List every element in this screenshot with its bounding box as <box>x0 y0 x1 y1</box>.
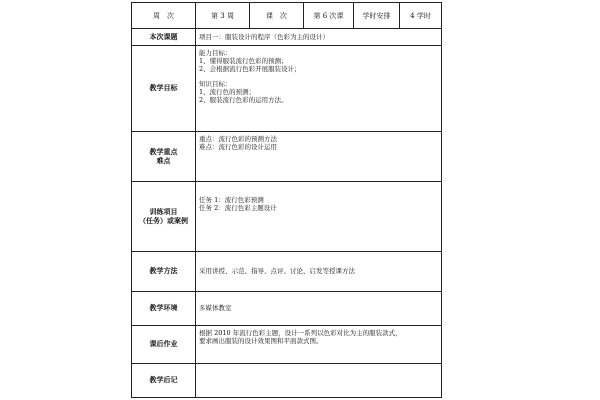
tasks-row <box>132 182 442 252</box>
class-label: 课 次 <box>250 3 304 29</box>
topic-label: 本次课题 <box>132 29 196 46</box>
knowledge-item-2: 2、服装流行色彩的运用方法。 <box>199 96 288 105</box>
reflection-label: 教学后记 <box>132 364 196 398</box>
class-value: 第 6 次课 <box>304 3 354 29</box>
environment-content: 多媒体教室 <box>196 292 442 326</box>
task-item-1: 任务 1：流行色彩预测 <box>199 196 264 204</box>
task-item-2: 任务 2：流行色彩主题设计 <box>199 204 277 213</box>
key-points-label-line-2: 难点 <box>156 156 171 165</box>
homework-line-2: 要求画出服装的设计效果图和平面款式图。 <box>199 337 323 346</box>
tasks-label <box>132 182 196 252</box>
homework-line-1: 根据 2010 年流行色彩主题，设计一系列以色彩对比为主的服装款式， <box>199 329 402 337</box>
header-row <box>132 3 442 29</box>
reflection-row <box>132 364 442 398</box>
tasks-label-line-2: （任务）或案例 <box>139 216 188 225</box>
environment-row <box>132 292 442 326</box>
ability-title: 能力目标： <box>199 49 232 57</box>
reflection-content <box>196 364 442 398</box>
difficulty-point: 难点：流行色彩的设计运用 <box>199 143 277 152</box>
homework-row <box>132 326 442 364</box>
topic-row <box>132 29 442 46</box>
week-label: 周 次 <box>132 3 196 29</box>
methods-label: 教学方法 <box>132 252 196 292</box>
tasks-content <box>196 182 442 252</box>
key-points-content <box>196 132 442 182</box>
methods-content: 采用讲授、示范、指导、点评、讨论、启发等授课方法 <box>196 252 442 292</box>
ability-item-2: 2、会根据流行色彩开展服装设计； <box>199 65 301 74</box>
homework-label: 课后作业 <box>132 326 196 364</box>
hours-label: 学时安排 <box>354 3 400 29</box>
homework-content <box>196 326 442 364</box>
tasks-label-line-1: 训练项目 <box>149 207 178 216</box>
methods-row <box>132 252 442 292</box>
topic-content: 项目一：服装设计的程序（色彩为主的设计） <box>196 29 442 46</box>
key-point: 重点：流行色彩的预测方法 <box>199 135 277 143</box>
key-points-label <box>132 132 196 182</box>
ability-item-1: 1、懂得服装流行色彩的预测； <box>199 57 288 66</box>
goals-label: 教学目标 <box>132 46 196 132</box>
key-points-label-line-1: 教学重点 <box>149 147 178 156</box>
environment-label: 教学环境 <box>132 292 196 326</box>
goals-content <box>196 46 442 132</box>
knowledge-item-1: 1、流行色的预测； <box>199 87 256 96</box>
lesson-plan-table <box>131 2 442 398</box>
key-points-row <box>132 132 442 182</box>
week-value: 第 3 周 <box>196 3 250 29</box>
hours-value: 4 学时 <box>400 3 442 29</box>
goals-row <box>132 46 442 132</box>
knowledge-title: 知识目标： <box>199 79 232 88</box>
